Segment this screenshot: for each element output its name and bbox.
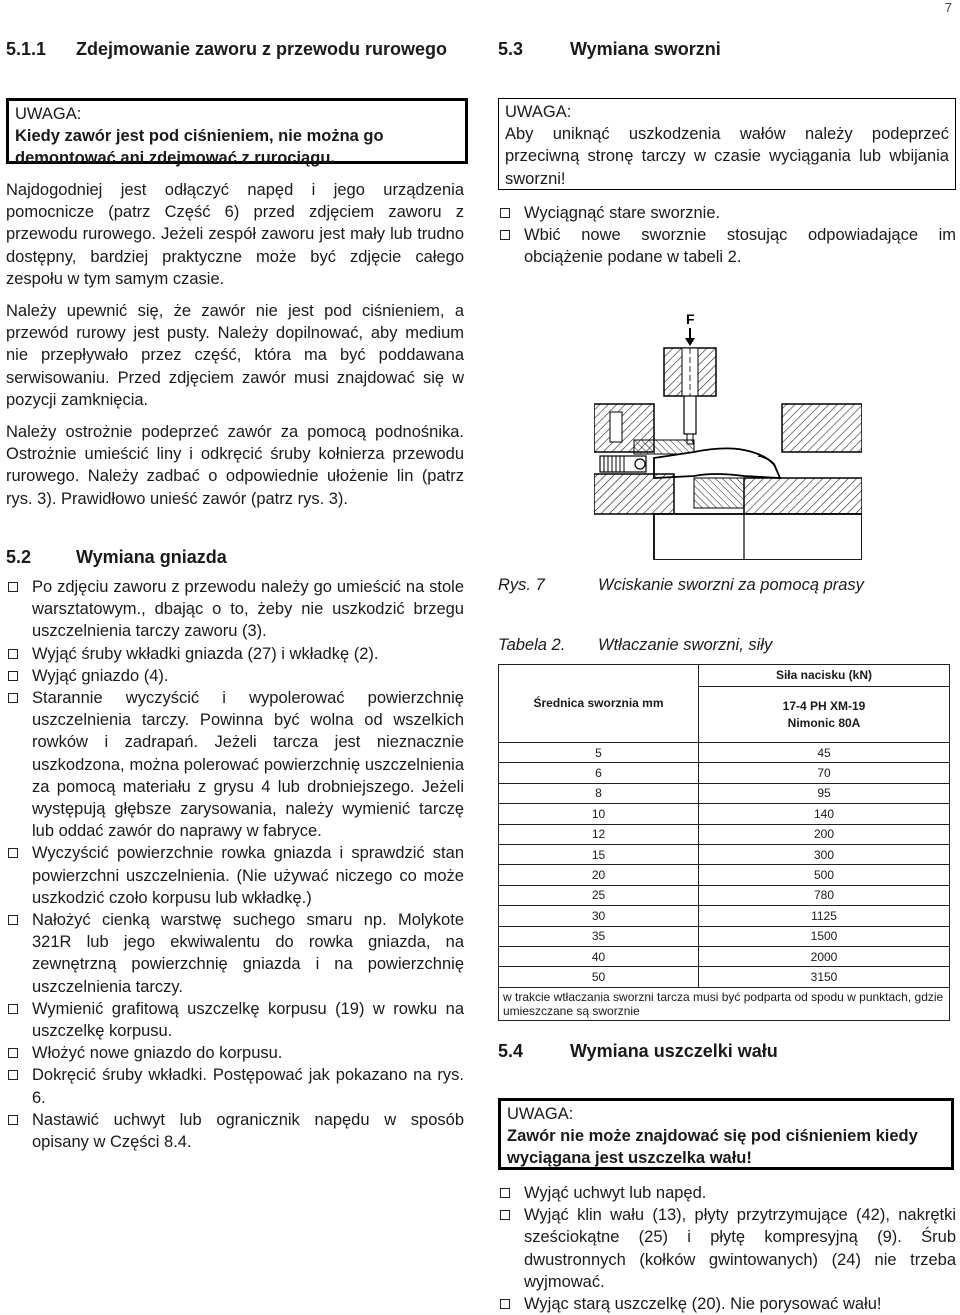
section-title: Zdejmowanie zaworu z przewodu rurowego bbox=[76, 39, 448, 59]
cell-force: 95 bbox=[699, 783, 950, 803]
checkbox-icon bbox=[500, 208, 510, 218]
section-number: 5.2 bbox=[6, 547, 32, 567]
checkbox-icon bbox=[8, 848, 18, 858]
cell-force: 1500 bbox=[699, 926, 950, 946]
table-row bbox=[499, 946, 950, 966]
cell-diameter: 12 bbox=[499, 824, 699, 844]
warning-label: UWAGA: bbox=[505, 103, 572, 121]
cell-diameter: 30 bbox=[499, 906, 699, 926]
table-row bbox=[499, 824, 950, 844]
checkbox-icon bbox=[500, 1188, 510, 1198]
figure-caption bbox=[498, 574, 864, 596]
table-row bbox=[499, 743, 950, 763]
checklist-item: Wyciągnąć stare sworznie. bbox=[498, 202, 956, 224]
cell-force: 140 bbox=[699, 804, 950, 824]
checkbox-icon bbox=[8, 693, 18, 703]
section-heading-5-2 bbox=[6, 546, 227, 568]
section-number: 5.3 bbox=[498, 39, 524, 59]
warning-box bbox=[6, 98, 468, 168]
checkbox-icon bbox=[500, 230, 510, 240]
cell-diameter: 25 bbox=[499, 885, 699, 905]
cell-diameter: 40 bbox=[499, 946, 699, 966]
cell-diameter: 20 bbox=[499, 865, 699, 885]
checklist-item: Wyjąc starą uszczelkę (20). Nie porysować wału! bbox=[498, 1293, 956, 1315]
cell-diameter: 6 bbox=[499, 763, 699, 783]
figure-title: Wciskanie sworzni za pomocą prasy bbox=[598, 576, 864, 594]
checklist-item: Wyjąć uchwyt lub napęd. bbox=[498, 1182, 956, 1204]
checkbox-icon bbox=[8, 649, 18, 659]
table-row bbox=[499, 967, 950, 987]
column-header-force: Siła nacisku (kN) bbox=[699, 665, 950, 687]
checklist-item: Nałożyć cienką warstwę suchego smaru np. Molykote 321R lub jego ekwiwalentu do rowka gniazda, na zewnętrzną powierzchnię gniazda i na powierzchnię uszczelnienia tarczy. bbox=[6, 909, 464, 998]
table-title: Wtłaczanie sworzni, siły bbox=[598, 636, 773, 654]
figure-label: Rys. 7 bbox=[498, 576, 545, 594]
checkbox-icon bbox=[8, 915, 18, 925]
section-number: 5.1.1 bbox=[6, 39, 47, 59]
checklist-item: Wyjąć śruby wkładki gniazda (27) i wkładkę (2). bbox=[6, 643, 464, 665]
cell-force: 780 bbox=[699, 885, 950, 905]
table-note-row bbox=[499, 987, 950, 1020]
cell-diameter: 15 bbox=[499, 844, 699, 864]
table-row bbox=[499, 885, 950, 905]
checkbox-icon bbox=[500, 1299, 510, 1309]
paragraph-disconnect: Najdogodniej jest odłączyć napęd i jego urządzenia pomocnicze (patrz Część 6) przed zdjęciem zaworu z przewodu rurowego. Jeżeli zespół zaworu jest mały lub trudno dostępny, bardziej praktyczne może być zdjęcie całego zespołu w tym samym czasie. bbox=[6, 181, 464, 288]
paragraph-pressure: Należy upewnić się, że zawór nie jest pod ciśnieniem, a przewód rurowy jest pusty. Należy dopilnować, aby medium nie przepływało przez część, która ma być poddawana serwisowaniu. Przed zdjęciem zawór musi znajdować się w pozycji zamknięcia. bbox=[6, 302, 464, 409]
checklist-item: Wyjąć gniazdo (4). bbox=[6, 665, 464, 687]
table-row bbox=[499, 783, 950, 803]
checkbox-icon bbox=[8, 1048, 18, 1058]
checklist-item: Wymienić grafitową uszczelkę korpusu (19) w rowku na uszczelkę korpusu. bbox=[6, 998, 464, 1042]
cell-force: 300 bbox=[699, 844, 950, 864]
table-row bbox=[499, 906, 950, 926]
section-title: Wymiana gniazda bbox=[76, 547, 227, 567]
cell-force: 3150 bbox=[699, 967, 950, 987]
cell-diameter: 35 bbox=[499, 926, 699, 946]
warning-box bbox=[498, 98, 956, 190]
checkbox-icon bbox=[8, 671, 18, 681]
checklist-item: Nastawić uchwyt lub ogranicznik napędu w sposób opisany w Części 8.4. bbox=[6, 1109, 464, 1153]
table-label: Tabela 2. bbox=[498, 636, 566, 654]
checkbox-icon bbox=[8, 1004, 18, 1014]
warning-line-2: demontować ani zdejmować z rurociągu. bbox=[15, 149, 335, 168]
table-row bbox=[499, 865, 950, 885]
warning-text: Zawór nie może znajdować się pod ciśnieniem kiedy wyciągana jest uszczelka wału! bbox=[507, 1127, 918, 1168]
warning-label: UWAGA: bbox=[507, 1105, 574, 1123]
cell-diameter: 10 bbox=[499, 804, 699, 824]
cell-force: 45 bbox=[699, 743, 950, 763]
checklist-item: Starannie wyczyścić i wypolerować powierzchnię uszczelnienia tarczy. Powinna być wolna od wszelkich rowków i zadrapań. Jeżeli tarcza jest nieznacznie uszkodzona, można polerować powierzchnię uszczelnienia za pomocą materiału z grysu 4 lub drobniejszego. Jeżeli występują głębsze zarysowania, należy wymienić tarczę lub oddać zawór do naprawy w fabryce. bbox=[6, 687, 464, 842]
warning-text: Aby uniknąć uszkodzenia wałów należy podeprzeć przeciwną stronę tarczy w czasie wyciągania lub wbijania sworzni! bbox=[505, 125, 949, 188]
pin-force-table bbox=[498, 664, 950, 1021]
section-title: Wymiana uszczelki wału bbox=[570, 1041, 778, 1061]
checklist-seat bbox=[6, 576, 464, 1153]
section-title: Wymiana sworzni bbox=[570, 39, 721, 59]
cell-diameter: 8 bbox=[499, 783, 699, 803]
paragraph-lift: Należy ostrożnie podeprzeć zawór za pomocą podnośnika. Ostrożnie umieścić liny i odkręcić śruby kołnierza przewodu rurowego. Należy zadbać o odpowiednie ułożenie lin (patrz rys. 3). Prawidłowo unieść zawór (patrz rys. 3). bbox=[6, 423, 464, 508]
force-label: F bbox=[686, 311, 695, 327]
checklist-item: Wbić nowe sworznie stosując odpowiadające im obciążenie podane w tabeli 2. bbox=[498, 224, 956, 268]
checklist-item: Dokręcić śruby wkładki. Postępować jak pokazano na rys. 6. bbox=[6, 1064, 464, 1108]
cell-force: 1125 bbox=[699, 906, 950, 926]
cell-force: 2000 bbox=[699, 946, 950, 966]
table-row bbox=[499, 844, 950, 864]
warning-line-1: Kiedy zawór jest pod ciśnieniem, nie można go bbox=[15, 127, 384, 146]
cell-diameter: 50 bbox=[499, 967, 699, 987]
warning-box-seal bbox=[498, 1098, 954, 1170]
section-heading-5-3 bbox=[498, 38, 721, 60]
cell-force: 70 bbox=[699, 763, 950, 783]
checklist-item: Włożyć nowe gniazdo do korpusu. bbox=[6, 1042, 464, 1064]
checkbox-icon bbox=[8, 1070, 18, 1080]
checkbox-icon bbox=[8, 582, 18, 592]
press-diagram bbox=[594, 308, 862, 560]
checklist-item: Wyczyścić powierzchnie rowka gniazda i sprawdzić stan powierzchni uszczelnienia. (Nie używać niczego co może uszkodzić czoło korpusu lub wkładkę.) bbox=[6, 842, 464, 909]
checklist-seal bbox=[498, 1182, 956, 1315]
checklist-pins bbox=[498, 202, 956, 269]
checkbox-icon bbox=[500, 1210, 510, 1220]
warning-label: UWAGA: bbox=[15, 105, 82, 123]
checklist-item: Po zdjęciu zaworu z przewodu należy go umieścić na stole warsztatowym., dbając o to, żeby nie uszkodzić brzegu uszczelnienia tarczy zaworu (3). bbox=[6, 576, 464, 643]
cell-force: 500 bbox=[699, 865, 950, 885]
cell-diameter: 5 bbox=[499, 743, 699, 763]
table-row bbox=[499, 763, 950, 783]
checkbox-icon bbox=[8, 1115, 18, 1125]
checklist-item: Wyjąć klin wału (13), płyty przytrzymujące (42), nakrętki sześciokątne (25) i płytę kompresyjną (9). Śrub dwustronnych (kołków gwintowanych) (24) nie trzeba wyjmować. bbox=[498, 1204, 956, 1293]
section-heading-5-1-1 bbox=[6, 38, 447, 60]
section-number: 5.4 bbox=[498, 1041, 524, 1061]
table-row bbox=[499, 804, 950, 824]
table-row bbox=[499, 926, 950, 946]
column-subheader-materials: 17-4 PH XM-19 Nimonic 80A bbox=[699, 687, 950, 743]
table-note: w trakcie wtłaczania sworzni tarcza musi być podparta od spodu w punktach, gdzie umieszczane są sworznie bbox=[499, 987, 950, 1020]
section-heading-5-4 bbox=[498, 1040, 778, 1062]
column-header-diameter: Średnica sworznia mm bbox=[499, 665, 699, 743]
table-caption bbox=[498, 634, 772, 656]
cell-force: 200 bbox=[699, 824, 950, 844]
page-number: 7 bbox=[944, 0, 952, 15]
